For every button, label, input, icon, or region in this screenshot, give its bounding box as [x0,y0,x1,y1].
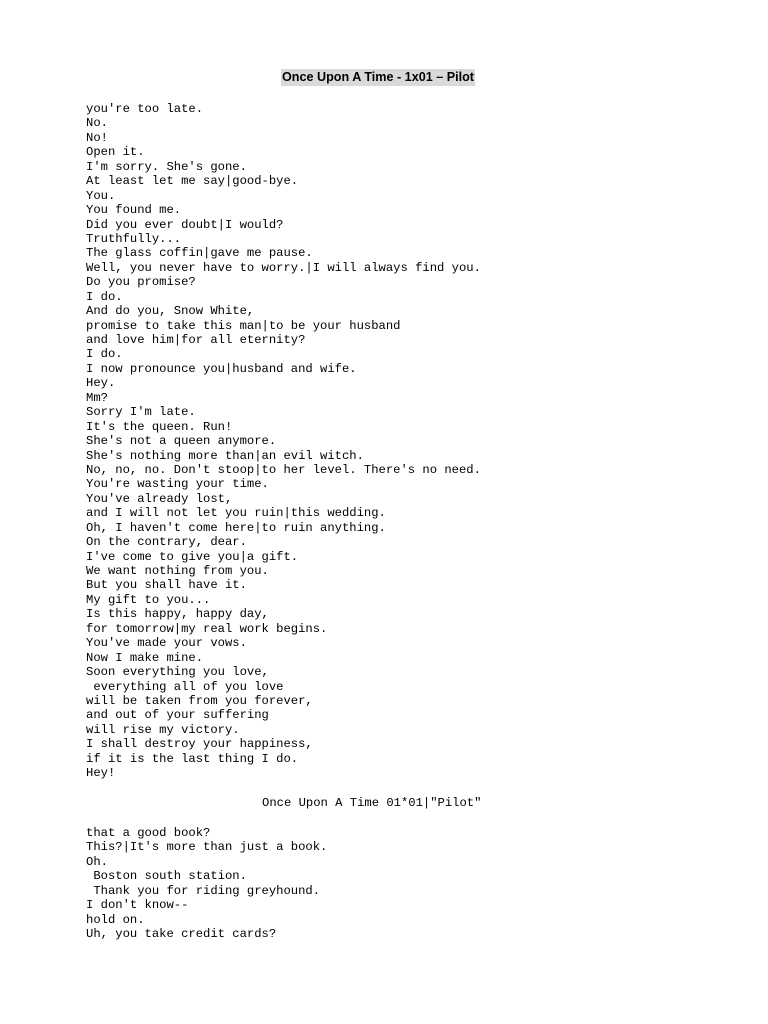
dialogue-line: for tomorrow|my real work begins. [86,621,328,636]
section-heading: Once Upon A Time 01*01|"Pilot" [262,796,482,810]
dialogue-line: You. [86,188,116,203]
dialogue-line: But you shall have it. [86,578,247,593]
dialogue-line: You've made your vows. [86,636,247,651]
dialogue-line: Oh, I haven't come here|to ruin anything. [86,520,386,535]
dialogue-line: and I will not let you ruin|this wedding. [86,506,386,521]
dialogue-line: I don't know-- [86,898,189,913]
dialogue-line: Uh, you take credit cards? [86,927,277,942]
dialogue-line: I'm sorry. She's gone. [86,159,247,174]
dialogue-line: Hey. [86,376,116,391]
dialogue-line: On the contrary, dear. [86,535,247,550]
dialogue-line: She's nothing more than|an evil witch. [86,448,364,463]
dialogue-line: I do. [86,289,123,304]
dialogue-line: I've come to give you|a gift. [86,549,299,564]
dialogue-line: You found me. [86,203,182,218]
dialogue-line: Oh. [86,854,108,869]
dialogue-line: Thank you for riding greyhound. [86,883,321,898]
dialogue-line: You're wasting your time. [86,477,269,492]
dialogue-line: I now pronounce you|husband and wife. [86,361,357,376]
dialogue-line: Boston south station. [86,869,247,884]
dialogue-line: She's not a queen anymore. [86,434,277,449]
dialogue-line: Now I make mine. [86,650,204,665]
dialogue-line: you're too late. [86,102,204,116]
dialogue-line: My gift to you... [86,592,211,607]
dialogue-line: Open it. [86,145,145,160]
dialogue-line: Sorry I'm late. [86,405,196,420]
dialogue-line: No. [86,116,108,131]
dialogue-line: No! [86,130,108,145]
dialogue-line: It's the queen. Run! [86,419,233,434]
dialogue-line: and out of your suffering [86,708,269,723]
dialogue-line: No, no, no. Don't stoop|to her level. There's no need. [86,462,481,477]
dialogue-line: I shall destroy your happiness, [86,737,313,752]
dialogue-line: that a good book? [86,826,211,840]
dialogue-line: will rise my victory. [86,722,240,737]
dialogue-list [86,102,481,781]
dialogue-line: promise to take this man|to be your husband [86,318,401,333]
dialogue-line: And do you, Snow White, [86,304,255,319]
dialogue-line: Well, you never have to worry.|I will always find you. [86,260,481,275]
dialogue-line: You've already lost, [86,491,233,506]
document-title: Once Upon A Time - 1x01 – Pilot [282,70,474,84]
dialogue-line: Soon everything you love, [86,665,269,680]
dialogue-line: if it is the last thing I do. [86,751,299,766]
dialogue-line: This?|It's more than just a book. [86,840,328,855]
dialogue-line: Mm? [86,390,108,405]
dialogue-line: hold on. [86,912,145,927]
dialogue-line: The glass coffin|gave me pause. [86,246,313,261]
dialogue-line: Truthfully... [86,231,182,246]
dialogue-line: Hey! [86,766,116,781]
dialogue-line: We want nothing from you. [86,564,269,578]
dialogue-line: Do you promise? [86,275,196,290]
dialogue-line: I do. [86,347,123,362]
dialogue-line: and love him|for all eternity? [86,333,306,347]
dialogue-line: will be taken from you forever, [86,693,313,708]
dialogue-list-continued [86,826,327,942]
dialogue-line: Is this happy, happy day, [86,607,269,622]
dialogue-line: Did you ever doubt|I would? [86,217,284,232]
dialogue-line: everything all of you love [86,679,284,694]
dialogue-line: At least let me say|good-bye. [86,174,299,189]
